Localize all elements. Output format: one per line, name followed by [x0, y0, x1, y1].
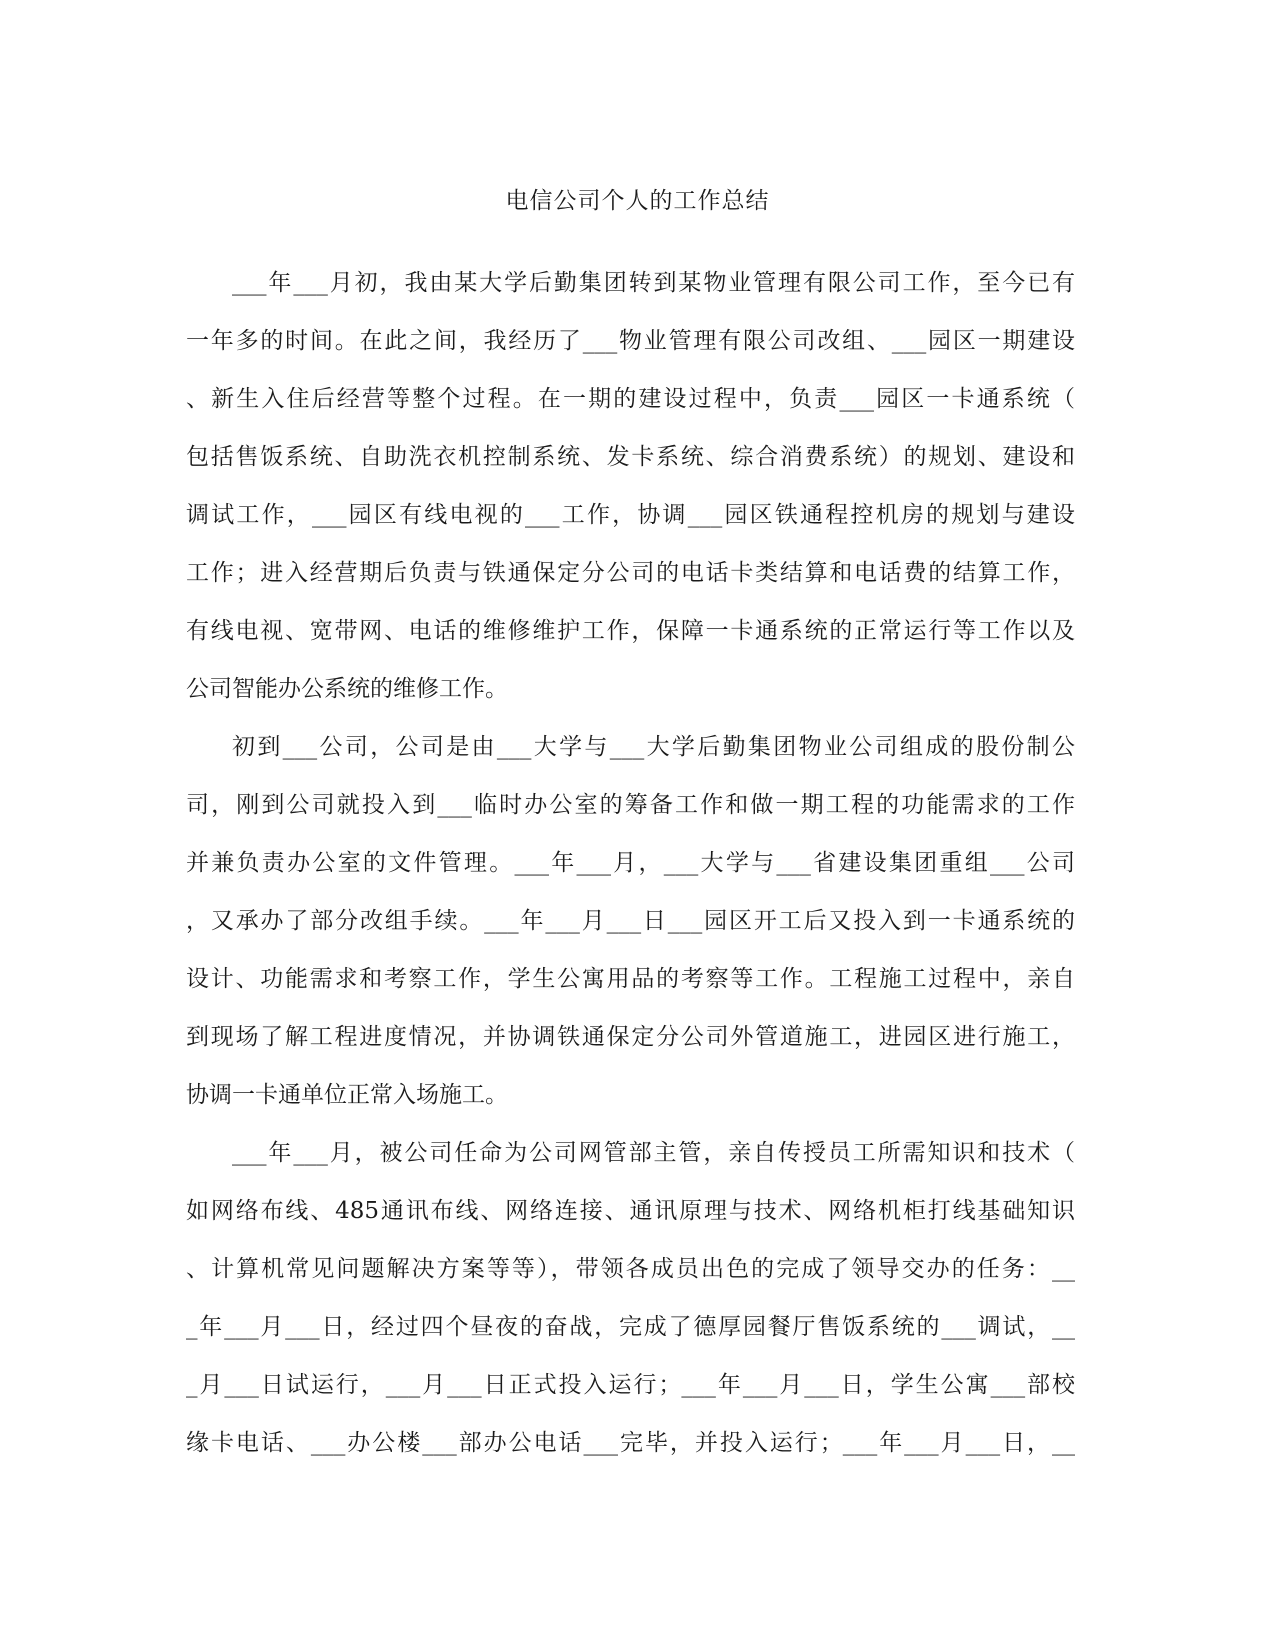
paragraph-line: 、计算机常见问题解决方案等等），带领各成员出色的完成了领导交办的任务：__: [186, 1256, 1075, 1282]
paragraph-line: ，又承办了部分改组手续。___年___月___日___园区开工后又投入到一卡通系统的: [186, 908, 1075, 934]
paragraph-line: 初到___公司，公司是由___大学与___大学后勤集团物业公司组成的股份制公: [232, 734, 1075, 760]
paragraph-line: 协调一卡通单位正常入场施工。: [186, 1082, 508, 1108]
paragraph-line: 设计、功能需求和考察工作，学生公寓用品的考察等工作。工程施工过程中，亲自: [186, 966, 1075, 992]
paragraph-line: 有线电视、宽带网、电话的维修维护工作，保障一卡通系统的正常运行等工作以及: [186, 618, 1075, 644]
paragraph-line: 一年多的时间。在此之间，我经历了___物业管理有限公司改组、___园区一期建设: [186, 328, 1075, 354]
paragraph-line: 包括售饭系统、自助洗衣机控制系统、发卡系统、综合消费系统）的规划、建设和: [186, 444, 1075, 470]
paragraph-line: 缘卡电话、___办公楼___部办公电话___完毕，并投入运行；___年___月___日，__: [186, 1430, 1075, 1456]
paragraph-line: 到现场了解工程进度情况，并协调铁通保定分公司外管道施工，进园区进行施工，: [186, 1024, 1075, 1050]
paragraph-line: 工作；进入经营期后负责与铁通保定分公司的电话卡类结算和电话费的结算工作，: [186, 560, 1075, 586]
paragraph-line: 公司智能办公系统的维修工作。: [186, 676, 508, 702]
paragraph-line: ___年___月，被公司任命为公司网管部主管，亲自传授员工所需知识和技术（: [232, 1140, 1075, 1166]
paragraph-line: 并兼负责办公室的文件管理。___年___月，___大学与___省建设集团重组___公司: [186, 850, 1075, 876]
paragraph-line: ___年___月初，我由某大学后勤集团转到某物业管理有限公司工作，至今已有: [232, 270, 1075, 296]
document-title: 电信公司个人的工作总结: [505, 188, 770, 214]
paragraph-line: 、新生入住后经营等整个过程。在一期的建设过程中，负责___园区一卡通系统（: [186, 386, 1075, 412]
document-body: [186, 254, 1075, 1472]
paragraph-line: 司，刚到公司就投入到___临时办公室的筹备工作和做一期工程的功能需求的工作: [186, 792, 1075, 818]
paragraph-line: 如网络布线、485通讯布线、网络连接、通讯原理与技术、网络机柜打线基础知识: [186, 1198, 1075, 1224]
paragraph-line: _月___日试运行，___月___日正式投入运行；___年___月___日，学生公寓___部校: [186, 1372, 1075, 1398]
paragraph-line: 调试工作，___园区有线电视的___工作，协调___园区铁通程控机房的规划与建设: [186, 502, 1075, 528]
paragraph-line: _年___月___日，经过四个昼夜的奋战，完成了德厚园餐厅售饭系统的___调试，__: [186, 1314, 1075, 1340]
